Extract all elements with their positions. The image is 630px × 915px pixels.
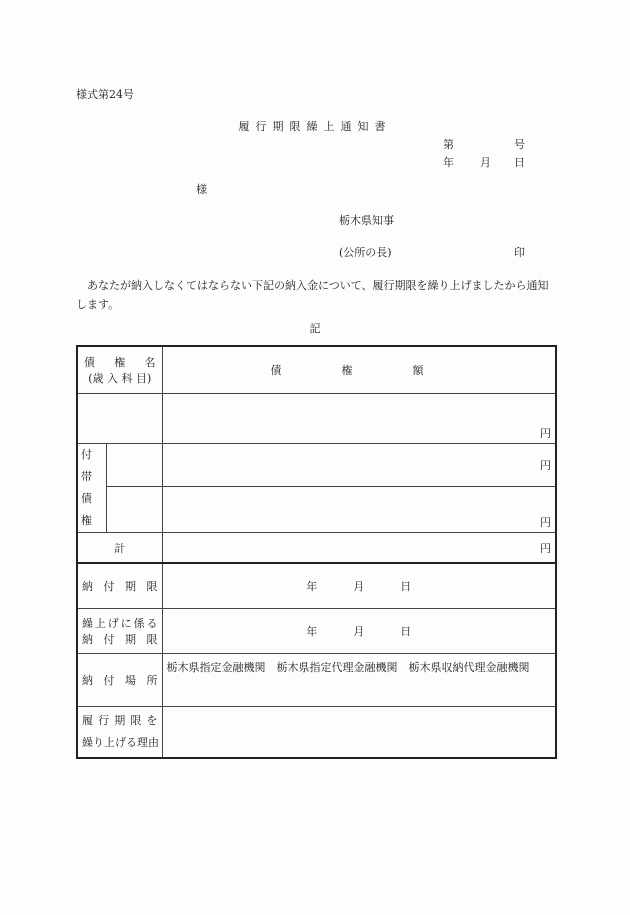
label-char: 上 (94, 617, 106, 630)
label-char: に (120, 617, 132, 630)
yen-unit: 円 (540, 427, 551, 440)
label-char: 限 (130, 714, 142, 727)
label-char: 行 (98, 714, 110, 727)
date-year: 年 (443, 156, 454, 169)
due-date-cell[interactable] (162, 563, 556, 609)
claim-name-cell[interactable] (77, 394, 162, 444)
claim-amount-cell[interactable] (162, 394, 556, 444)
hdr-char: 額 (412, 364, 424, 377)
label-char: 由 (148, 736, 159, 749)
table-row (77, 444, 556, 487)
label-char: 付 (103, 633, 115, 646)
month-unit: 月 (353, 580, 365, 593)
label-char: 付 (103, 580, 115, 593)
hdr-char: 権 (114, 356, 126, 369)
advanced-due-date-cell[interactable] (162, 609, 556, 654)
yen-unit: 円 (540, 516, 551, 529)
hdr-char: 債 (270, 364, 282, 377)
date-day: 日 (514, 156, 525, 169)
attached-label-1: 付帯 (81, 448, 92, 483)
label-char: 係 (133, 617, 145, 630)
total-amount[interactable] (162, 533, 556, 564)
table-row (77, 487, 556, 533)
attached-label-2: 債権 (81, 492, 92, 527)
header-revenue-item: (歳 入 科 目) (88, 372, 152, 385)
payment-place-value: 栃木県指定金融機関 栃木県指定代理金融機関 栃木県収納代理金融機関 (162, 654, 556, 707)
attached-claim-label (77, 444, 106, 533)
body-text: あなたが納入しなくてはならない下記の納入金について、履行期限を繰り上げましたから通知します。 (76, 279, 549, 311)
seal-mark: 印 (514, 246, 525, 259)
label-char: 期 (125, 633, 136, 646)
attached-amount-2[interactable] (162, 487, 556, 533)
yen-unit: 円 (540, 459, 551, 472)
label-char: る (126, 736, 137, 749)
hdr-char: 名 (144, 356, 156, 369)
reason-row (77, 707, 556, 759)
label-char: 理 (137, 736, 148, 749)
addressee-suffix: 様 (196, 183, 207, 196)
header-row (77, 346, 556, 394)
label-char: 納 (82, 580, 93, 593)
office-head: (公所の長) (339, 246, 392, 259)
due-row (77, 563, 556, 609)
label-char: げ (115, 736, 126, 749)
month-unit: 月 (353, 625, 365, 638)
doc-number-prefix: 第 (443, 138, 454, 151)
label-char: 繰 (82, 736, 93, 749)
advanced-due-row (77, 609, 556, 654)
payment-place-row (77, 654, 556, 707)
day-unit: 日 (400, 625, 412, 638)
year-unit: 年 (306, 625, 318, 638)
label-char: 納 (82, 633, 93, 646)
label-char: 上 (104, 736, 115, 749)
year-unit: 年 (306, 580, 318, 593)
label-char: り (93, 736, 104, 749)
label-char: 履 (82, 714, 93, 727)
label-char: げ (107, 617, 119, 630)
due-label (77, 563, 162, 609)
label-char: 所 (146, 674, 158, 687)
header-claim-name (77, 346, 162, 394)
label-char: 繰 (82, 617, 93, 630)
label-char: 納 (82, 674, 93, 687)
reason-value[interactable] (162, 707, 556, 759)
attached-claim-name-2[interactable] (106, 487, 162, 533)
document-title: 履行期限繰上通知書 (238, 120, 392, 133)
form-number: 様式第24号 (76, 88, 134, 101)
label-char: 期 (114, 714, 126, 727)
date-month: 月 (480, 156, 491, 169)
doc-number-suffix: 号 (514, 138, 525, 151)
attached-claim-name-1[interactable] (106, 444, 162, 487)
yen-unit: 円 (540, 541, 551, 555)
attached-amount-1[interactable] (162, 444, 556, 487)
label-char: を (146, 714, 158, 727)
hdr-char: 権 (341, 364, 353, 377)
label-char: 場 (125, 674, 136, 687)
claim-table (76, 345, 557, 759)
total-row (77, 533, 556, 564)
label-char: 限 (146, 633, 158, 646)
label-char: 限 (146, 580, 158, 593)
reason-label (77, 707, 162, 759)
ki-heading: 記 (309, 322, 321, 335)
total-label: 計 (77, 533, 162, 564)
day-unit: 日 (400, 580, 412, 593)
payment-place-label (77, 654, 162, 707)
header-claim-amount (162, 346, 556, 394)
advanced-due-label (77, 609, 162, 654)
table-row (77, 394, 556, 444)
issuer: 栃木県知事 (339, 214, 394, 227)
label-char: 付 (103, 674, 115, 687)
label-char: 期 (125, 580, 136, 593)
label-char: る (146, 617, 158, 630)
hdr-char: 債 (84, 356, 95, 369)
